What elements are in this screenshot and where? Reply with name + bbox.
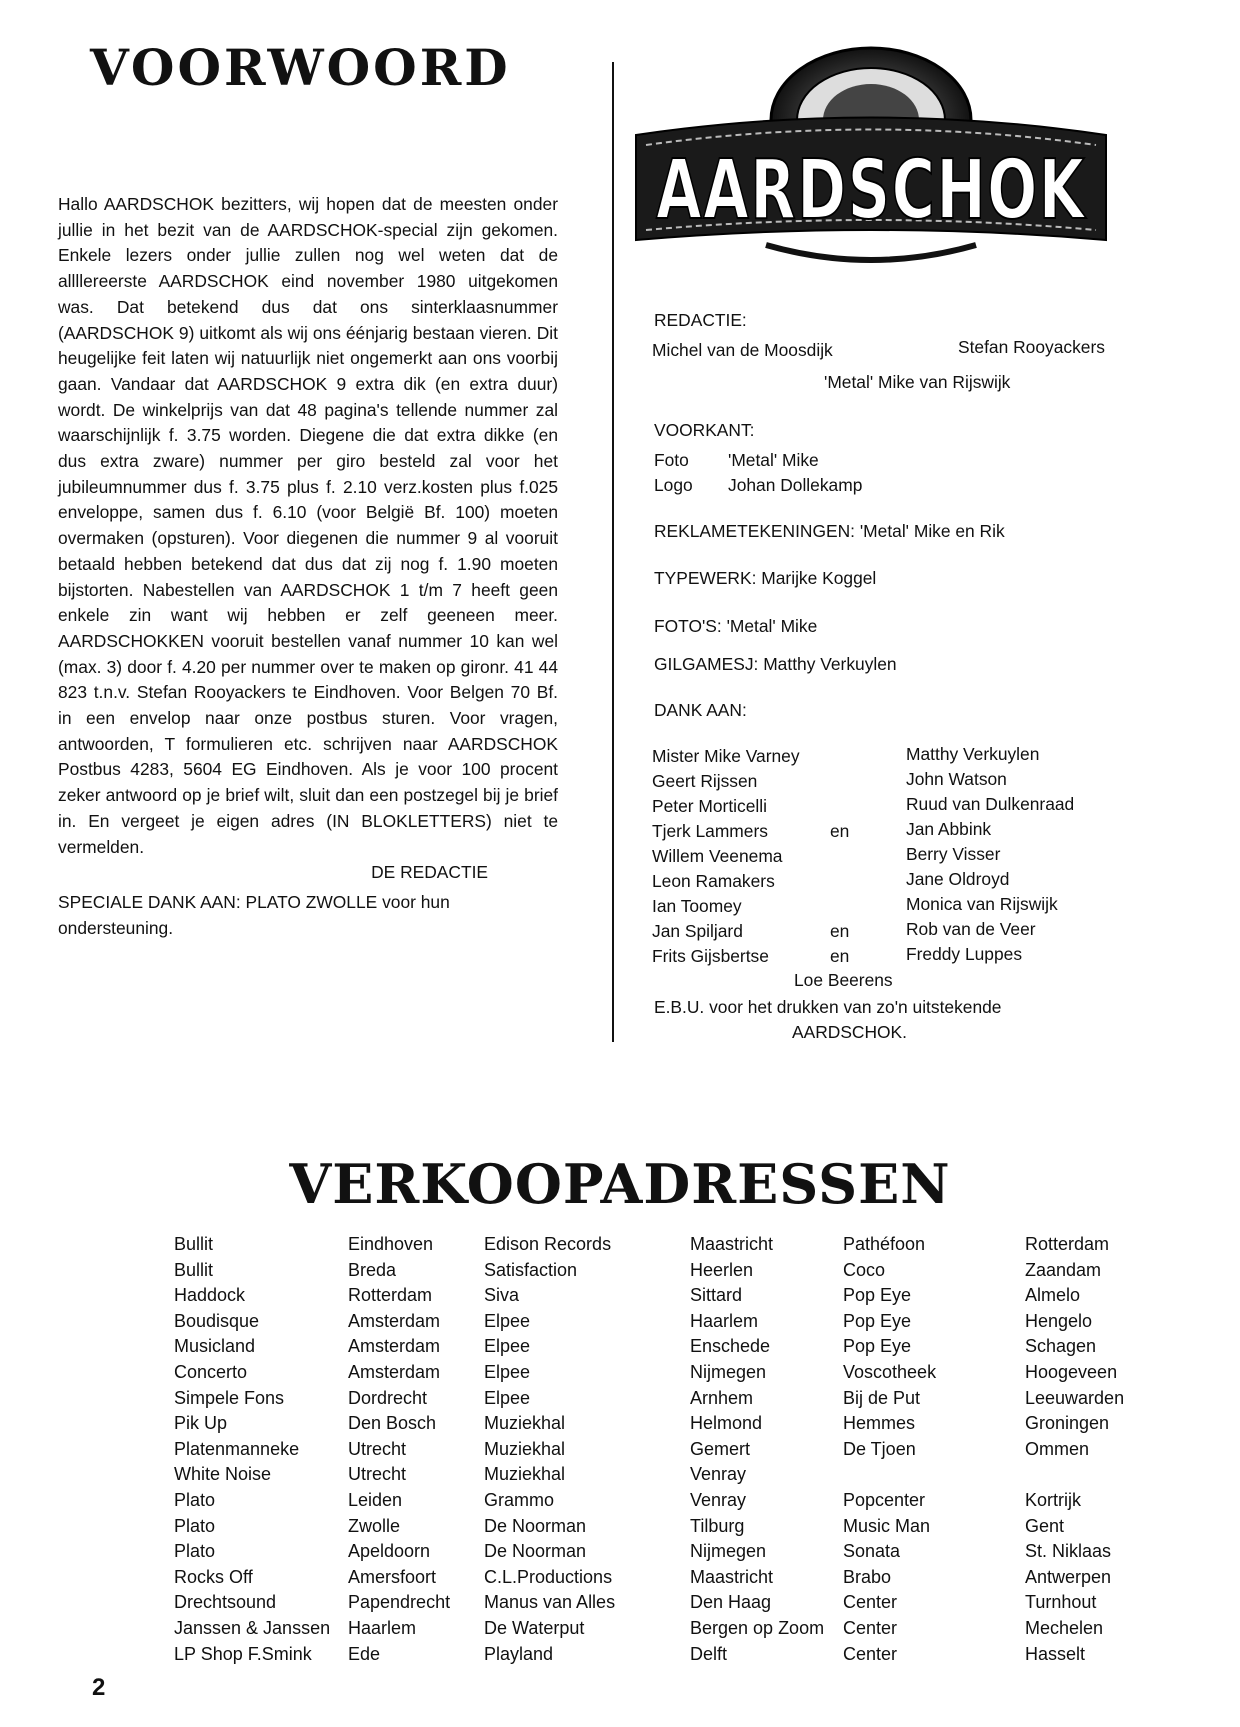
shop-entry: De Tjoen	[843, 1438, 916, 1459]
typewerk: TYPEWERK: Marijke Koggel	[654, 568, 877, 588]
verkoopadressen-title: VERKOOPADRESSEN	[289, 1152, 951, 1216]
redactie-name-3: 'Metal' Mike van Rijswijk	[824, 372, 1011, 392]
dank-left: Willem Veenema	[652, 846, 783, 866]
shop-entry: Hemmes	[843, 1413, 916, 1434]
shop-entry: Utrecht	[348, 1464, 407, 1485]
dank-left: Tjerk Lammers	[652, 821, 768, 841]
shop-entry: Bij de Put	[843, 1387, 921, 1408]
dank-left: Jan Spiljard	[652, 921, 743, 941]
dank-en: en	[830, 821, 850, 841]
shop-entry: De Noorman	[484, 1541, 587, 1562]
shop-entry: Pop Eye	[843, 1285, 912, 1306]
shop-entry: C.L.Productions	[484, 1566, 613, 1587]
shop-entry: Tilburg	[690, 1515, 745, 1536]
shop-entry: Groningen	[1025, 1413, 1110, 1434]
shop-names-column-3	[843, 1232, 936, 1667]
shop-entry: Edison Records	[484, 1234, 612, 1254]
dank-right: Berry Visser	[906, 844, 1001, 864]
shop-entry: Utrecht	[348, 1438, 407, 1459]
shop-entry: Platenmanneke	[174, 1438, 300, 1459]
shop-entry: Elpee	[484, 1387, 531, 1408]
aardschok-logo-icon	[636, 40, 1106, 280]
dank-left: Frits Gijsbertse	[652, 946, 769, 966]
shop-entry: Eindhoven	[348, 1234, 434, 1254]
shop-entry: Ommen	[1025, 1438, 1090, 1459]
dank-left: Mister Mike Varney	[652, 746, 800, 766]
shop-entry: De Waterput	[484, 1617, 585, 1638]
logo-text: AARDSCHOK	[656, 143, 1088, 238]
dank-en: en	[830, 921, 850, 941]
shop-entry: Schagen	[1025, 1336, 1097, 1357]
dank-left: Geert Rijssen	[652, 771, 758, 791]
shop-entry: Zaandam	[1025, 1259, 1102, 1280]
voorwoord-text: Hallo AARDSCHOK bezitters, wij hopen dat de meesten onder jullie in het bezit van de AARDSCHOK-special zijn gekomen. Enkele lezers onder jullie zullen nog wel weten dat de allllereerste AARDSCHOK eind november 1980 uitgekomen was. Dat betekend dus dat ons sinterklaasnummer (AARDSCHOK 9) uitkomt als wij ons éénjarig bestaan vieren. Dit heugelijke feit laten wij natuurlijk niet ongemerkt aan ons voorbij gaan. Vandaar dat AARDSCHOK 9 extra dik (en extra duur) wordt. De winkelprijs van dat 48 pagina's tellende nummer zal waarschijnlijk f. 3.75 worden. Diegene die dat extra dikke (en dus extra zware) nummer per giro besteld zal voor het jubileumnummer dus f. 3.75 plus f. 2.10 verz.kosten plus f.025 enveloppe, samen dus f. 6.10 (voor België Bf. 100) moeten overmaken (opsturen). Voor diegenen die nummer 9 al vooruit betaald hebben betekend dat dus dat zij nog f. 1.90 moeten bijstorten. Nabestellen van AARDSCHOK 1 t/m 7 heeft geen enkele zin want wij hebben er zelf geeneen meer. AARDSCHOKKEN vooruit bestellen vanaf nummer 10 kan wel (max. 3) door f. 4.20 per nummer over te maken op gironr. 41 44 823 t.n.v. Stefan Rooyackers te Eindhoven. Voor Belgen 70 Bf. in een envelop naar onze postbus sturen. Voor vragen, antwoorden, T formulieren etc. schrijven naar AARDSCHOK Postbus 4283, 5604 EG Eindhoven. Als je voor 100 procent zeker antwoord op je brief wilt, sluit dan een postzegel bij je brief in. En vergeet je eigen adres (IN BLOKLETTERS) niet te vermelden.	[58, 194, 558, 857]
shop-entry: Delft	[690, 1643, 728, 1664]
shop-entry: Plato	[174, 1541, 216, 1562]
shop-entry: Mechelen	[1025, 1617, 1104, 1638]
shop-entry: Almelo	[1025, 1285, 1081, 1306]
voorkant-label: VOORKANT:	[654, 420, 755, 440]
shop-entry: Siva	[484, 1285, 520, 1306]
voorwoord-body	[58, 192, 558, 941]
shop-entry: Playland	[484, 1643, 554, 1664]
shop-entry	[843, 1462, 936, 1488]
shop-entry: Zwolle	[348, 1515, 401, 1536]
shop-entry: Breda	[348, 1259, 397, 1280]
shop-entry: Brabo	[843, 1566, 892, 1587]
shop-entry: Music Man	[843, 1515, 931, 1536]
shop-entry: Pop Eye	[843, 1310, 912, 1331]
shop-entry: Hengelo	[1025, 1310, 1093, 1331]
shop-entry: Sonata	[843, 1541, 901, 1562]
shop-entry: Manus van Alles	[484, 1592, 616, 1613]
shop-entry: Ede	[348, 1643, 381, 1664]
dank-right: Freddy Luppes	[906, 944, 1023, 964]
shop-entry: Venray	[690, 1464, 747, 1485]
shop-entry: Bergen op Zoom	[690, 1617, 825, 1638]
shop-entry: Boudisque	[174, 1310, 260, 1331]
reklametekeningen: REKLAMETEKENINGEN: 'Metal' Mike en Rik	[654, 521, 1005, 541]
shop-entry: Haarlem	[348, 1617, 417, 1638]
special-thanks: SPECIALE DANK AAN: PLATO ZWOLLE voor hun ondersteuning.	[58, 891, 450, 938]
shop-entry: Leeuwarden	[1025, 1387, 1125, 1408]
logo-value: Johan Dollekamp	[728, 475, 863, 495]
dank-en: en	[830, 946, 850, 966]
shop-entry: Musicland	[174, 1336, 256, 1357]
shop-entry: Pathéfoon	[843, 1234, 926, 1254]
redactie-label: REDACTIE:	[654, 310, 747, 330]
shop-cities-column-1	[348, 1232, 450, 1667]
shop-entry: Antwerpen	[1025, 1566, 1112, 1587]
shop-entry: Hasselt	[1025, 1643, 1086, 1664]
dank-left: Peter Morticelli	[652, 796, 768, 816]
foto-value: 'Metal' Mike	[728, 450, 819, 470]
voorwoord-title: VOORWOORD	[90, 38, 511, 97]
shop-entry: Muziekhal	[484, 1464, 566, 1485]
shop-entry: Den Bosch	[348, 1413, 437, 1434]
shop-entry: Amsterdam	[348, 1310, 441, 1331]
shop-entry: Simpele Fons	[174, 1387, 285, 1408]
shop-entry: Sittard	[690, 1285, 743, 1306]
shop-entry: St. Niklaas	[1025, 1541, 1112, 1562]
shop-entry: Muziekhal	[484, 1438, 566, 1459]
dank-left: Ian Toomey	[652, 896, 742, 916]
shop-entry: Amsterdam	[348, 1336, 441, 1357]
shop-entry: Dordrecht	[348, 1387, 428, 1408]
shop-entry: Center	[843, 1592, 898, 1613]
shop-names-column-2	[484, 1232, 615, 1667]
shop-entry: Pop Eye	[843, 1336, 912, 1357]
shop-entry: Venray	[690, 1489, 747, 1510]
shop-entry: Bullit	[174, 1234, 214, 1254]
dank-right: Monica van Rijswijk	[906, 894, 1058, 914]
dank-left: Leon Ramakers	[652, 871, 775, 891]
shop-entry: De Noorman	[484, 1515, 587, 1536]
foto-label: Foto	[654, 450, 689, 470]
dank-right: Rob van de Veer	[906, 919, 1036, 939]
dank-right: John Watson	[906, 769, 1007, 789]
ebu-line-1: E.B.U. voor het drukken van zo'n uitstekende	[654, 997, 1002, 1017]
shop-entry: Satisfaction	[484, 1259, 578, 1280]
gilgamesj: GILGAMESJ: Matthy Verkuylen	[654, 654, 897, 674]
shop-names-column-1	[174, 1232, 330, 1667]
shop-entry: White Noise	[174, 1464, 272, 1485]
shop-entry: Bullit	[174, 1259, 214, 1280]
shop-entry: Drechtsound	[174, 1592, 277, 1613]
shop-entry: Leiden	[348, 1489, 403, 1510]
ebu-line-2: AARDSCHOK.	[792, 1022, 907, 1042]
dank-right: Matthy Verkuylen	[906, 744, 1040, 764]
dank-right: Jan Abbink	[906, 819, 992, 839]
voorwoord-signature: DE REDACTIE	[371, 862, 488, 883]
redactie-name-2: Stefan Rooyackers	[958, 337, 1105, 357]
shop-entry: Arnhem	[690, 1387, 754, 1408]
redactie-name-1: Michel van de Moosdijk	[652, 340, 833, 360]
shop-entry: Muziekhal	[484, 1413, 566, 1434]
shop-entry: Concerto	[174, 1361, 248, 1382]
shop-cities-column-3	[1025, 1232, 1124, 1667]
shop-entry: Nijmegen	[690, 1361, 767, 1382]
fotos: FOTO'S: 'Metal' Mike	[654, 616, 818, 636]
dank-label: DANK AAN:	[654, 700, 747, 720]
shop-entry: Papendrecht	[348, 1592, 451, 1613]
shop-entry: Elpee	[484, 1310, 531, 1331]
shop-entry: Hoogeveen	[1025, 1361, 1118, 1382]
shop-entry: Maastricht	[690, 1234, 774, 1254]
shop-entry: Plato	[174, 1515, 216, 1536]
column-divider	[612, 62, 614, 1042]
shop-entry: Elpee	[484, 1336, 531, 1357]
shop-entry: Rotterdam	[348, 1285, 433, 1306]
shop-entry: Turnhout	[1025, 1592, 1097, 1613]
shop-entry: Haddock	[174, 1285, 246, 1306]
page-number: 2	[92, 1674, 106, 1701]
shop-entry: Haarlem	[690, 1310, 759, 1331]
shop-entry: Janssen & Janssen	[174, 1617, 331, 1638]
dank-last: Loe Beerens	[794, 970, 893, 990]
shop-entry: Voscotheek	[843, 1361, 937, 1382]
shop-entry: Pik Up	[174, 1413, 228, 1434]
shop-entry: Center	[843, 1617, 898, 1638]
shop-entry: Popcenter	[843, 1489, 926, 1510]
logo-label: Logo	[654, 475, 693, 495]
shop-entry: Helmond	[690, 1413, 763, 1434]
shop-entry: Apeldoorn	[348, 1541, 431, 1562]
dank-right: Ruud van Dulkenraad	[906, 794, 1075, 814]
shop-entry: Heerlen	[690, 1259, 754, 1280]
shop-entry: Elpee	[484, 1361, 531, 1382]
shop-entry: Nijmegen	[690, 1541, 767, 1562]
shop-entry: Gent	[1025, 1515, 1065, 1536]
shop-entry: Rocks Off	[174, 1566, 253, 1587]
shop-entry: Kortrijk	[1025, 1489, 1082, 1510]
shop-entry: Gemert	[690, 1438, 751, 1459]
shop-entry: Coco	[843, 1259, 886, 1280]
shop-entry: Maastricht	[690, 1566, 774, 1587]
shop-entry	[1025, 1462, 1124, 1488]
shop-entry: Center	[843, 1643, 898, 1664]
shop-entry: Plato	[174, 1489, 216, 1510]
dank-right: Jane Oldroyd	[906, 869, 1010, 889]
shop-entry: Rotterdam	[1025, 1234, 1110, 1254]
shop-entry: Grammo	[484, 1489, 555, 1510]
shop-entry: Enschede	[690, 1336, 771, 1357]
shop-cities-column-2	[690, 1232, 824, 1667]
shop-entry: Den Haag	[690, 1592, 772, 1613]
shop-entry: LP Shop F.Smink	[174, 1643, 312, 1664]
shop-entry: Amsterdam	[348, 1361, 441, 1382]
shop-entry: Amersfoort	[348, 1566, 437, 1587]
